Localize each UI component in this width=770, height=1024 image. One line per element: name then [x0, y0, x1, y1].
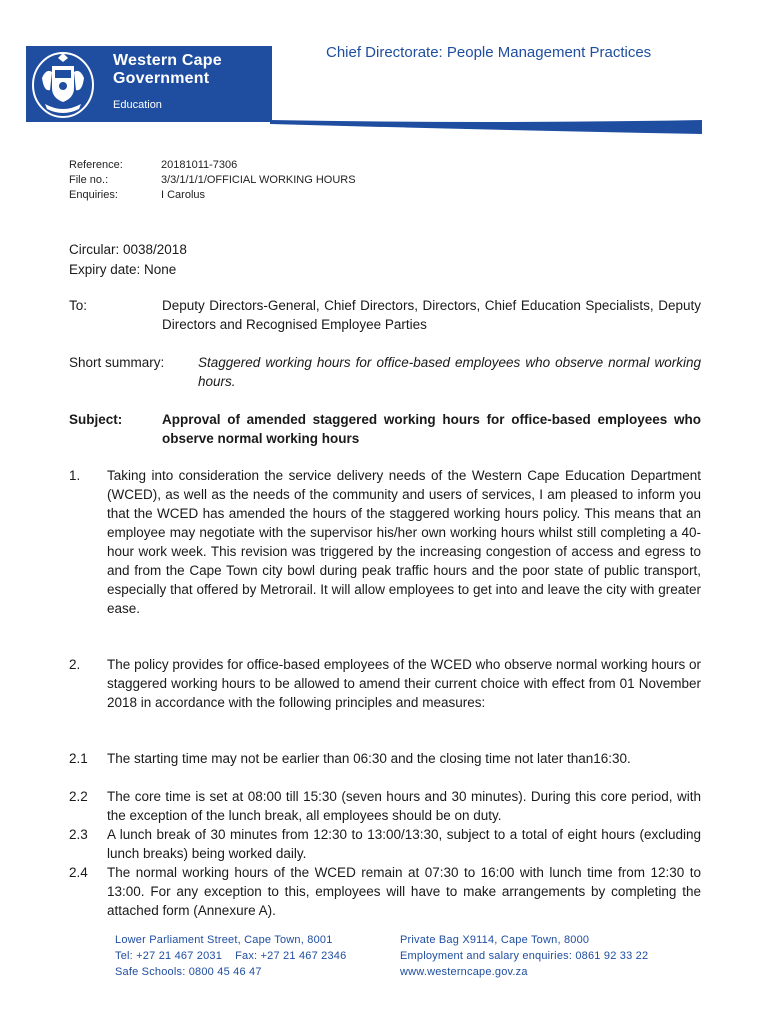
footer-enquiries: Employment and salary enquiries: 0861 92 33 22 [400, 950, 649, 962]
paragraph-text: The starting time may not be earlier than 06:30 and the closing time not later than16:30. [107, 751, 631, 766]
paragraph-number: 2.1 [69, 751, 88, 766]
paragraph-number: 2.3 [69, 827, 88, 842]
org-name: Western Cape Government [113, 52, 222, 87]
footer-safe-schools: Safe Schools: 0800 45 46 47 [115, 966, 262, 978]
paragraph-text: The normal working hours of the WCED remain at 07:30 to 16:00 with lunch time from 12:30 to 13:00. For any exception to this, employees will have to make arrangements by completing the attached form (Annexure A). [107, 865, 701, 918]
summary-label: Short summary: [69, 355, 165, 370]
paragraph-2-1 [69, 749, 701, 768]
recipients [69, 296, 701, 334]
to-label: To: [69, 298, 88, 313]
paragraph-text: The core time is set at 08:00 till 15:30 (seven hours and 30 minutes). During this core period, with the exception of the lunch break, all employees should be on duty. [107, 789, 701, 823]
paragraph-number: 2.2 [69, 789, 88, 804]
expiry-date: Expiry date: None [69, 262, 177, 277]
paragraph-2-4 [69, 863, 701, 920]
subject [69, 410, 701, 448]
footer-website[interactable]: www.westerncape.gov.za [400, 966, 528, 978]
footer-street: Lower Parliament Street, Cape Town, 8001 [115, 934, 333, 946]
paragraph-text: The policy provides for office-based employees of the WCED who observe normal working hours or staggered working hours to be allowed to amend their current choice with effect from 01 November 2018 in accordance with the following principles and measures: [107, 657, 701, 710]
to-text: Deputy Directors-General, Chief Directors, Directors, Chief Education Specialists, Deputy Directors and Recognised Employee Parties [162, 298, 701, 332]
circular-number: Circular: 0038/2018 [69, 242, 187, 257]
paragraph-number: 2.4 [69, 865, 88, 880]
department-name: Education [113, 99, 162, 111]
paragraph-number: 1. [69, 468, 81, 483]
footer-phone: Tel: +27 21 467 2031 Fax: +27 21 467 2346 [115, 950, 347, 962]
subject-text: Approval of amended staggered working hours for office-based employees who observe normal working hours [162, 412, 701, 446]
header-swoosh-decoration [270, 100, 702, 140]
directorate-title: Chief Directorate: People Management Practices [326, 44, 652, 61]
paragraph-1 [69, 466, 701, 618]
file-number-row: File no.: 3/3/1/1/1/OFFICIAL WORKING HOURS [69, 174, 356, 186]
western-cape-government-logo [26, 46, 272, 122]
short-summary [69, 353, 701, 391]
coat-of-arms-icon [28, 48, 98, 120]
paragraph-2-2 [69, 787, 701, 825]
paragraph-text: A lunch break of 30 minutes from 12:30 to 13:00/13:30, subject to a total of eight hours (excluding lunch breaks) being worked daily. [107, 827, 701, 861]
subject-label: Subject: [69, 412, 123, 427]
paragraph-text: Taking into consideration the service delivery needs of the Western Cape Education Department (WCED), as well as the needs of the community and users of services, I am pleased to inform you that the WCED has amended the hours of the staggered working hours policy. This means that an employee may negotiate with the supervisor his/her own working hours whilst still completing a 40-hour work week. This revision was triggered by the increasing congestion of access and egress to and from the Cape Town city bowl during peak traffic hours and the poor state of public transport, especially that offered by Metrorail. It will allow employees to get into and leave the city with greater ease. [107, 468, 701, 616]
footer-address [115, 932, 346, 980]
reference-row: Reference: 20181011-7306 [69, 159, 238, 171]
footer-contact [400, 932, 648, 980]
enquiries-row: Enquiries: I Carolus [69, 189, 206, 201]
paragraph-2-3 [69, 825, 701, 863]
reference-block [69, 158, 356, 203]
footer-private-bag: Private Bag X9114, Cape Town, 8000 [400, 934, 590, 946]
paragraph-2 [69, 655, 701, 712]
paragraph-number: 2. [69, 657, 81, 672]
summary-text: Staggered working hours for office-based employees who observe normal working hours. [198, 355, 701, 389]
circular-info [69, 240, 187, 280]
